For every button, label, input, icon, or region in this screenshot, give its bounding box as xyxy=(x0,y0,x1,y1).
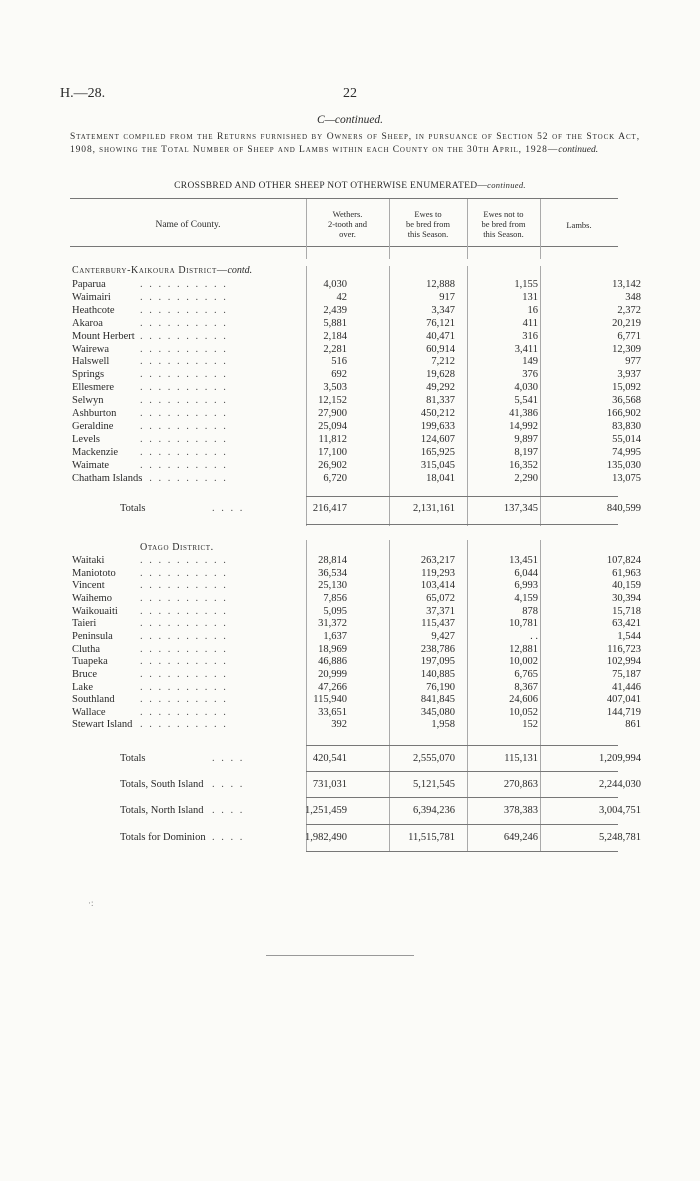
county-name: Geraldine xyxy=(72,420,114,432)
subtitle-text: CROSSBRED AND OTHER SHEEP NOT OTHERWISE ENUMERATED— xyxy=(174,181,488,191)
county-name: Paparua xyxy=(72,279,106,290)
table-row xyxy=(0,694,700,706)
ewes-bred-value: 3,347 xyxy=(431,304,455,316)
table-row xyxy=(0,369,700,381)
county-name: Chatham Islands xyxy=(72,472,143,484)
wethers-value: 6,720 xyxy=(323,472,347,484)
leader-dots: . . . . xyxy=(212,805,245,816)
totals-label: Totals, South Island xyxy=(120,779,204,790)
table-row xyxy=(0,279,700,291)
header-line: over. xyxy=(339,229,356,239)
table-top-rule xyxy=(70,198,618,199)
leader-dots: . . . . . . . . . . xyxy=(140,694,228,706)
ewes-not-value: 16 xyxy=(527,304,538,316)
lambs-value: 2,372 xyxy=(617,304,641,316)
total-ewes-not: 649,246 xyxy=(503,832,538,843)
total-ewes-bred: 11,515,781 xyxy=(408,832,455,843)
ewes-not-value: 8,367 xyxy=(514,681,538,693)
lambs-value: 74,995 xyxy=(612,446,641,458)
ewes-not-value: 12,881 xyxy=(509,643,538,655)
county-name: Mount Herbert xyxy=(72,330,135,342)
totals-label: Totals for Dominion xyxy=(120,832,206,843)
totals-rule xyxy=(306,524,618,525)
ewes-not-value: 41,386 xyxy=(509,408,538,419)
county-name: Taieri xyxy=(72,618,97,630)
county-name: Waimairi xyxy=(72,291,111,303)
table-subtitle xyxy=(0,180,700,191)
ewes-bred-value: 81,337 xyxy=(426,395,455,407)
lambs-value: 61,963 xyxy=(612,567,641,579)
ewes-bred-value: 65,072 xyxy=(426,592,455,604)
lambs-value: 407,041 xyxy=(606,694,641,706)
header-line: 2-tooth and xyxy=(328,219,367,229)
ewes-not-value: 10,052 xyxy=(509,706,538,718)
county-name: Vincent xyxy=(72,580,105,592)
column-header-wethers xyxy=(306,209,389,239)
table-row xyxy=(0,318,700,330)
county-name: Stewart Island xyxy=(72,719,133,731)
totals-rule xyxy=(306,771,618,772)
header-line: Ewes to xyxy=(414,209,442,219)
ewes-not-value: 6,044 xyxy=(514,567,538,579)
ewes-bred-value: 1,958 xyxy=(431,719,455,731)
leader-dots: . . . . . . . . . . xyxy=(140,317,228,329)
wethers-value: 25,130 xyxy=(318,580,347,592)
header-line: this Season. xyxy=(483,229,524,239)
ewes-not-value: 10,781 xyxy=(509,618,538,630)
ewes-bred-value: 917 xyxy=(439,291,455,303)
totals-label: Totals xyxy=(120,753,146,764)
subtitle-continued: continued. xyxy=(487,180,526,190)
totals-label: Totals, North Island xyxy=(120,805,204,816)
ewes-not-value: 1,155 xyxy=(514,279,538,290)
lambs-value: 13,075 xyxy=(612,472,641,484)
wethers-value: 47,266 xyxy=(318,681,347,693)
totals-row xyxy=(0,832,700,844)
ewes-not-value: 131 xyxy=(522,291,538,303)
ewes-not-value: 14,992 xyxy=(509,420,538,432)
table-row xyxy=(0,356,700,368)
wethers-value: 392 xyxy=(331,719,347,731)
ewes-bred-value: 103,414 xyxy=(420,580,455,592)
ewes-not-value: 2,290 xyxy=(514,472,538,484)
ewes-not-value: 376 xyxy=(522,369,538,381)
wethers-value: 1,637 xyxy=(323,630,347,642)
ewes-bred-value: 197,095 xyxy=(420,656,455,668)
section-heading-otago: Otago District. xyxy=(140,542,214,553)
leader-dots: . . . . . . . . . . xyxy=(140,618,228,630)
ewes-not-value: 4,159 xyxy=(514,592,538,604)
ewes-not-value: 5,541 xyxy=(514,395,538,407)
total-ewes-not: 115,131 xyxy=(504,753,538,764)
table-row xyxy=(0,460,700,472)
ewes-bred-value: 315,045 xyxy=(420,459,455,471)
ewes-not-value: 4,030 xyxy=(514,382,538,394)
statement-text: Statement compiled from the Returns furnished by Owners of Sheep, in pursuance of Section 52 of the Stock Act, 1908, showing the Total Number of Sheep and Lambs within each County on the 30th April, 1928— xyxy=(70,132,640,155)
table-row xyxy=(0,473,700,485)
total-wethers: 216,417 xyxy=(312,503,347,514)
leader-dots: . . . . . . . . . . xyxy=(140,656,228,668)
lambs-value: 30,394 xyxy=(612,592,641,604)
lambs-value: 1,544 xyxy=(617,630,641,642)
ewes-not-value: 152 xyxy=(522,719,538,731)
header-bottom-rule xyxy=(70,246,618,247)
wethers-value: 27,900 xyxy=(318,408,347,419)
end-rule xyxy=(266,955,414,956)
leader-dots: . . . . xyxy=(212,832,245,843)
leader-dots: . . . . . . . . . . xyxy=(140,567,228,579)
table-row xyxy=(0,305,700,317)
total-lambs: 2,244,030 xyxy=(599,779,641,790)
ewes-bred-value: 9,427 xyxy=(431,630,455,642)
column-header-lambs: Lambs. xyxy=(566,220,592,230)
leader-dots: . . . . . . . . . . xyxy=(140,459,228,471)
totals-rule xyxy=(306,745,618,746)
leader-dots: . . . . . . . . . . xyxy=(140,433,228,445)
wethers-value: 2,281 xyxy=(323,343,347,355)
ewes-bred-value: 238,786 xyxy=(420,643,455,655)
county-name: Ashburton xyxy=(72,408,117,419)
table-row xyxy=(0,631,700,643)
table-row xyxy=(0,644,700,656)
ewes-bred-value: 115,437 xyxy=(421,618,455,630)
leader-dots: . . . . . . . . . . xyxy=(140,356,228,368)
ewes-bred-value: 60,914 xyxy=(426,343,455,355)
table-row xyxy=(0,344,700,356)
leader-dots: . . . . . . . . . . xyxy=(140,343,228,355)
page-reference: H.—28. xyxy=(60,86,106,101)
table-row xyxy=(0,682,700,694)
ewes-not-value: 8,197 xyxy=(514,446,538,458)
section-heading-canterbury xyxy=(72,265,252,276)
lambs-value: 6,771 xyxy=(617,330,641,342)
wethers-value: 516 xyxy=(331,356,347,368)
header-line: be bred from xyxy=(481,219,526,229)
table-row xyxy=(0,447,700,459)
page-number: 22 xyxy=(343,86,357,101)
leader-dots: . . . . . . . . . . xyxy=(140,643,228,655)
wethers-value: 28,814 xyxy=(318,555,347,566)
county-name: Heathcote xyxy=(72,304,115,316)
ewes-not-value: . . xyxy=(530,630,538,642)
leader-dots: . . . . . . . . . . xyxy=(140,408,228,419)
total-ewes-bred: 6,394,236 xyxy=(413,805,455,816)
total-ewes-not: 378,383 xyxy=(503,805,538,816)
ewes-not-value: 24,606 xyxy=(509,694,538,706)
lambs-value: 40,159 xyxy=(612,580,641,592)
ewes-bred-value: 119,293 xyxy=(421,567,455,579)
table-row xyxy=(0,292,700,304)
ewes-not-value: 10,002 xyxy=(509,656,538,668)
leader-dots: . . . . . . . . . . xyxy=(140,304,228,316)
table-row xyxy=(0,580,700,592)
ewes-bred-value: 450,212 xyxy=(420,408,455,419)
column-header-ewes-not xyxy=(467,209,540,239)
table-row xyxy=(0,707,700,719)
header-line: be bred from xyxy=(406,219,450,229)
totals-rule xyxy=(306,797,618,798)
lambs-value: 15,092 xyxy=(612,382,641,394)
table-row xyxy=(0,618,700,630)
wethers-value: 20,999 xyxy=(318,668,347,680)
header-line: this Season. xyxy=(407,229,449,239)
county-name: Selwyn xyxy=(72,395,104,407)
county-name: Waihemo xyxy=(72,592,112,604)
leader-dots: . . . . . . . . . . xyxy=(140,706,228,718)
leader-dots: . . . . . . . . . . xyxy=(140,681,228,693)
lambs-value: 107,824 xyxy=(606,555,641,566)
ewes-bred-value: 165,925 xyxy=(420,446,455,458)
lambs-value: 83,830 xyxy=(612,420,641,432)
lambs-value: 144,719 xyxy=(606,706,641,718)
table-row xyxy=(0,421,700,433)
table-row xyxy=(0,593,700,605)
totals-rule xyxy=(306,851,618,852)
table-row xyxy=(0,669,700,681)
county-name: Springs xyxy=(72,369,105,381)
wethers-value: 5,881 xyxy=(323,317,347,329)
ewes-not-value: 411 xyxy=(522,317,538,329)
ewes-not-value: 16,352 xyxy=(509,459,538,471)
county-name: Akaroa xyxy=(72,317,103,329)
leader-dots: . . . . . . . . . . xyxy=(140,369,228,381)
totals-row-canterbury xyxy=(0,503,700,515)
ewes-bred-value: 199,633 xyxy=(420,420,455,432)
ewes-bred-value: 37,371 xyxy=(426,605,455,617)
column-header-name: Name of County. xyxy=(155,220,221,230)
total-wethers: 1,982,490 xyxy=(305,832,347,843)
total-wethers: 731,031 xyxy=(312,779,347,790)
ewes-bred-value: 124,607 xyxy=(420,433,455,445)
totals-rule xyxy=(306,496,618,497)
ewes-bred-value: 140,885 xyxy=(420,668,455,680)
table-row xyxy=(0,382,700,394)
county-name: Waikouaiti xyxy=(72,605,118,617)
continued-title: C—continued. xyxy=(316,114,384,126)
ewes-not-value: 6,765 xyxy=(514,668,538,680)
county-name: Wallace xyxy=(72,706,106,718)
leader-dots: . . . . xyxy=(212,753,245,764)
ewes-bred-value: 7,212 xyxy=(431,356,455,368)
total-wethers: 1,251,459 xyxy=(305,805,347,816)
wethers-value: 42 xyxy=(336,291,347,303)
wethers-value: 2,439 xyxy=(323,304,347,316)
ewes-not-value: 316 xyxy=(522,330,538,342)
leader-dots: . . . . . . . . . . xyxy=(140,555,228,566)
totals-row xyxy=(0,779,700,791)
leader-dots: . . . . . . . . . . xyxy=(140,291,228,303)
county-name: Ellesmere xyxy=(72,382,114,394)
totals-rule xyxy=(306,824,618,825)
lambs-value: 102,994 xyxy=(606,656,641,668)
ewes-not-value: 878 xyxy=(522,605,538,617)
ewes-bred-value: 49,292 xyxy=(426,382,455,394)
wethers-value: 5,095 xyxy=(323,605,347,617)
total-ewes-not: 137,345 xyxy=(503,503,538,514)
table-row xyxy=(0,656,700,668)
lambs-value: 63,421 xyxy=(612,618,641,630)
table-row xyxy=(0,395,700,407)
wethers-value: 4,030 xyxy=(323,279,347,290)
table-row xyxy=(0,434,700,446)
wethers-value: 18,969 xyxy=(318,643,347,655)
leader-dots: . . . . . . . . . . xyxy=(140,592,228,604)
ewes-bred-value: 12,888 xyxy=(426,279,455,290)
county-name: Southland xyxy=(72,694,115,706)
lambs-value: 135,030 xyxy=(606,459,641,471)
leader-dots: . . . . . . . . . . xyxy=(140,580,228,592)
leader-dots: . . . . . . . . . . xyxy=(140,279,228,290)
wethers-value: 46,886 xyxy=(318,656,347,668)
county-name: Levels xyxy=(72,433,100,445)
ewes-bred-value: 19,628 xyxy=(426,369,455,381)
ewes-bred-value: 841,845 xyxy=(420,694,455,706)
ewes-not-value: 13,451 xyxy=(509,555,538,566)
lambs-value: 166,902 xyxy=(606,408,641,419)
county-name: Waitaki xyxy=(72,555,105,566)
ewes-not-value: 9,897 xyxy=(514,433,538,445)
lambs-value: 41,446 xyxy=(612,681,641,693)
totals-row xyxy=(0,805,700,817)
header-line: Wethers. xyxy=(332,209,363,219)
county-name: Lake xyxy=(72,681,93,693)
county-name: Wairewa xyxy=(72,343,110,355)
table-row xyxy=(0,408,700,420)
lambs-value: 55,014 xyxy=(612,433,641,445)
county-name: Bruce xyxy=(72,668,98,680)
wethers-value: 7,856 xyxy=(323,592,347,604)
column-header-ewes-bred xyxy=(389,209,467,239)
county-name: Halswell xyxy=(72,356,110,368)
county-name: Mackenzie xyxy=(72,446,119,458)
lambs-value: 75,187 xyxy=(612,668,641,680)
total-ewes-bred: 5,121,545 xyxy=(413,779,455,790)
wethers-value: 17,100 xyxy=(318,446,347,458)
section-heading-text: Canterbury-Kaikoura District— xyxy=(72,265,228,276)
total-lambs: 1,209,994 xyxy=(599,753,641,764)
ewes-not-value: 149 xyxy=(522,356,538,368)
wethers-value: 115,940 xyxy=(313,694,347,706)
total-ewes-not: 270,863 xyxy=(503,779,538,790)
lambs-value: 3,937 xyxy=(617,369,641,381)
ewes-bred-value: 40,471 xyxy=(426,330,455,342)
leader-dots: . . . . . . . . . . xyxy=(140,605,228,617)
lambs-value: 12,309 xyxy=(612,343,641,355)
wethers-value: 2,184 xyxy=(323,330,347,342)
ewes-bred-value: 345,080 xyxy=(420,706,455,718)
wethers-value: 36,534 xyxy=(318,567,347,579)
totals-label: Totals xyxy=(120,503,146,514)
total-lambs: 5,248,781 xyxy=(599,832,641,843)
leader-dots: . . . . . . . . . . xyxy=(140,668,228,680)
leader-dots: . . . . . . . . . . xyxy=(140,472,228,484)
lambs-value: 13,142 xyxy=(612,279,641,290)
lambs-value: 977 xyxy=(625,356,641,368)
ewes-not-value: 6,993 xyxy=(514,580,538,592)
ewes-bred-value: 76,121 xyxy=(426,317,455,329)
county-name: Waimate xyxy=(72,459,110,471)
statement-continued: continued. xyxy=(558,145,599,155)
wethers-value: 33,651 xyxy=(318,706,347,718)
statement-heading xyxy=(70,131,640,157)
county-name: Peninsula xyxy=(72,630,113,642)
leader-dots: . . . . . . . . . . xyxy=(140,382,228,394)
ewes-not-value: 3,411 xyxy=(514,343,538,355)
table-row xyxy=(0,331,700,343)
lambs-value: 15,718 xyxy=(612,605,641,617)
table-row xyxy=(0,568,700,580)
county-name: Clutha xyxy=(72,643,100,655)
margin-mark: ·: xyxy=(88,898,94,908)
wethers-value: 26,902 xyxy=(318,459,347,471)
section-heading-contd: contd. xyxy=(227,265,253,276)
total-ewes-bred: 2,555,070 xyxy=(413,753,455,764)
county-name: Tuapeka xyxy=(72,656,108,668)
county-name: Maniototo xyxy=(72,567,116,579)
total-ewes-bred: 2,131,161 xyxy=(413,503,455,514)
leader-dots: . . . . . . . . . . xyxy=(140,420,228,432)
lambs-value: 861 xyxy=(625,719,641,731)
header-line: Ewes not to xyxy=(483,209,524,219)
wethers-value: 11,812 xyxy=(318,433,347,445)
leader-dots: . . . . . . . . . . xyxy=(140,395,228,407)
table-row xyxy=(0,719,700,731)
ewes-bred-value: 76,190 xyxy=(426,681,455,693)
leader-dots: . . . . . . . . . . xyxy=(140,330,228,342)
leader-dots: . . . . . . . . . . xyxy=(140,719,228,731)
wethers-value: 692 xyxy=(331,369,347,381)
wethers-value: 31,372 xyxy=(318,618,347,630)
total-wethers: 420,541 xyxy=(312,753,347,764)
total-lambs: 840,599 xyxy=(606,503,641,514)
table-row xyxy=(0,606,700,618)
leader-dots: . . . . . . . . . . xyxy=(140,630,228,642)
table-row xyxy=(0,555,700,567)
lambs-value: 20,219 xyxy=(612,317,641,329)
totals-row xyxy=(0,753,700,765)
lambs-value: 36,568 xyxy=(612,395,641,407)
ewes-bred-value: 263,217 xyxy=(420,555,455,566)
ewes-bred-value: 18,041 xyxy=(426,472,455,484)
wethers-value: 25,094 xyxy=(318,420,347,432)
lambs-value: 348 xyxy=(625,291,641,303)
leader-dots: . . . . xyxy=(212,503,245,514)
lambs-value: 116,723 xyxy=(607,643,641,655)
total-lambs: 3,004,751 xyxy=(599,805,641,816)
leader-dots: . . . . xyxy=(212,779,245,790)
wethers-value: 3,503 xyxy=(323,382,347,394)
wethers-value: 12,152 xyxy=(318,395,347,407)
leader-dots: . . . . . . . . . . xyxy=(140,446,228,458)
